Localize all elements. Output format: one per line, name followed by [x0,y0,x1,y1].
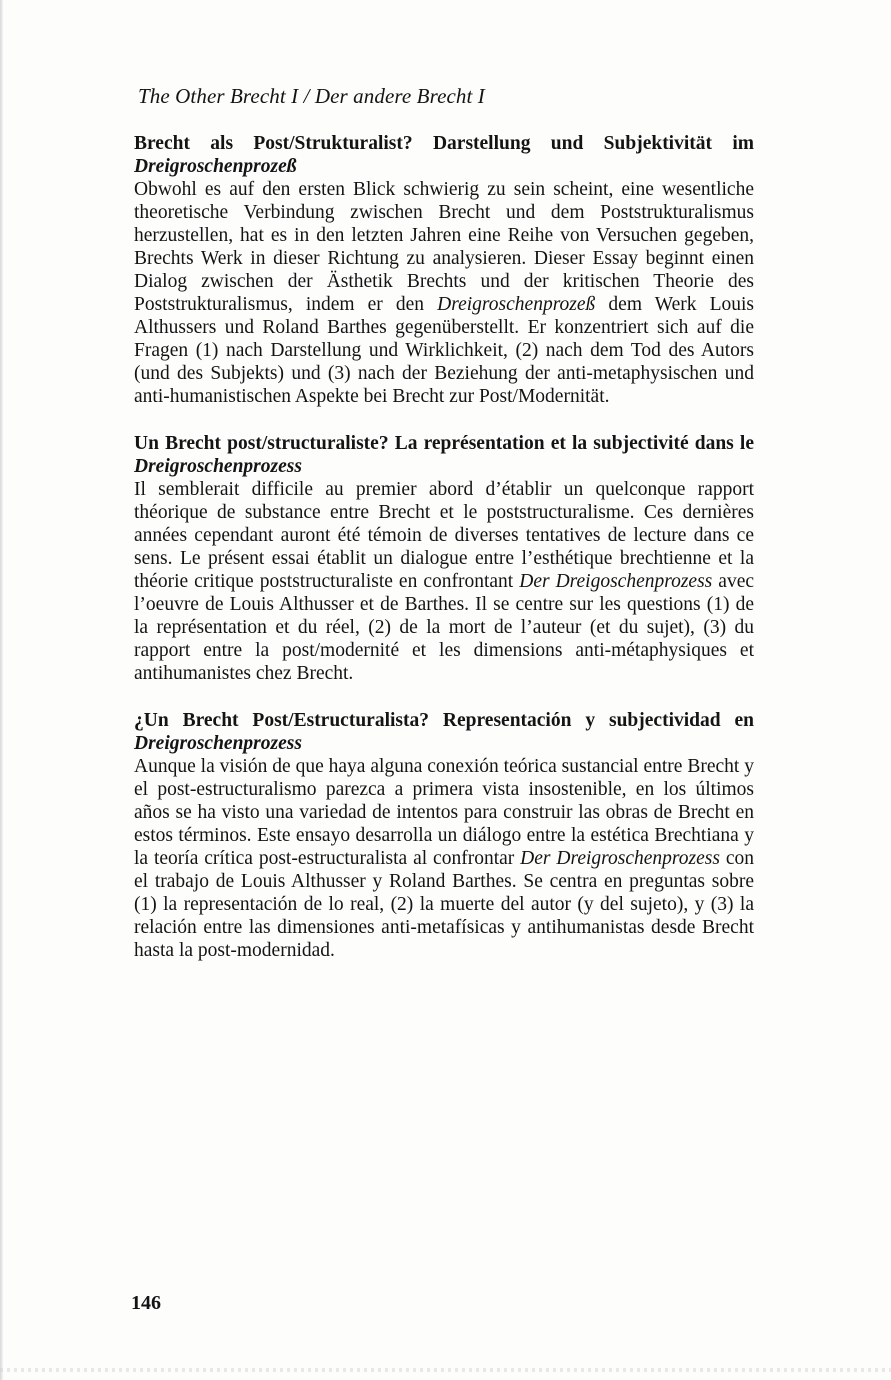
running-head: The Other Brecht I / Der andere Brecht I [138,84,485,108]
scan-artifact [0,1368,891,1372]
abstract-body-text: Obwohl es auf den ersten Blick schwierig zu sein scheint, eine wesentliche theoretische Verbindung zwischen Brecht und dem Poststrukturalismus herzustellen, hat es in den letzten Jahren eine Reihe von Versuchen gegeben, Brechts Werk in dieser Richtung zu analysieren. Dieser Essay beginnt einen Dialog zwischen der Ästhetik Brechts und der kritischen Theorie des Poststrukturalismus, indem er den [134,179,754,315]
abstract-title-work: Dreigroschenprozess [134,456,302,477]
abstract-title-spanish [134,709,754,755]
abstract-title-text: Brecht als Post/Strukturalist? Darstellung und Subjektivität im [134,133,754,154]
abstract-body-text: avec l’oeuvre de Louis Althusser et de Barthes. Il se centre sur les questions (1) de la représentation et du réel, (2) de la mort de l’auteur (et du sujet), (3) du rapport entre la post/modernité et les dimensions anti-métaphysiques et antihumanistes chez Brecht. [134,571,755,684]
abstract-body-german [134,178,754,408]
abstract-body-spanish [134,755,754,962]
abstract-body-work: Der Dreigoschenprozess [519,571,713,592]
abstract-spanish [134,709,754,962]
abstract-body-work: Der Dreigroschenprozess [520,848,720,869]
abstract-body-text: dem Werk Louis Althussers und Roland Barthes gegenüberstellt. Er konzentriert sich auf die Fragen (1) nach Darstellung und Wirklichkeit, (2) nach dem Tod des Autors (und des Subjekts) und (3) nach der Beziehung der anti-metaphysischen und anti-humanistischen Aspekte bei Brecht zur Post/Modernität. [134,294,754,407]
abstract-title-text: Un Brecht post/structuraliste? La représentation et la subjectivité dans le [134,433,754,454]
abstract-body-text: Aunque la visión de que haya alguna conexión teórica sustancial entre Brecht y el post-estructuralismo parezca a primera vista insostenible, en los últimos años se ha visto una variedad de intentos para construir las obras de Brecht en estos términos. Este ensayo desarrolla un diálogo entre la estética Brechtiana y la teoría crítica post-estructuralista al confrontar [134,756,754,869]
abstract-title-french [134,432,754,478]
abstract-title-german [134,132,754,178]
abstract-german [134,132,754,408]
abstract-body-work: Dreigroschenprozeß [437,294,596,315]
abstract-body-text: con el trabajo de Louis Althusser y Roland Barthes. Se centra en preguntas sobre (1) la representación de lo real, (2) la muerte del autor (y del sujeto), y (3) la relación entre las dimensiones anti-metafísicas y antihumanistas desde Brecht hasta la post-modernidad. [134,848,754,961]
abstract-title-work: Dreigroschenprozeß [134,156,297,177]
page-number: 146 [131,1292,161,1314]
abstract-title-text: ¿Un Brecht Post/Estructuralista? Representación y subjectividad en [134,710,754,731]
abstract-body-text: Il semblerait difficile au premier abord d’établir un quelconque rapport théorique de substance entre Brecht et le poststructuralisme. Ces dernières années cependant auront été témoin de diverses tentatives de lecture dans ce sens. Le présent essai établit un dialogue entre l’esthétique brechtienne et la théorie critique poststructuraliste en confrontant [134,479,754,592]
abstract-body-french [134,478,754,685]
page-edge-shadow [0,0,3,1380]
abstracts-column [134,132,754,962]
abstract-title-work: Dreigroschenprozess [134,733,302,754]
abstract-french [134,432,754,685]
